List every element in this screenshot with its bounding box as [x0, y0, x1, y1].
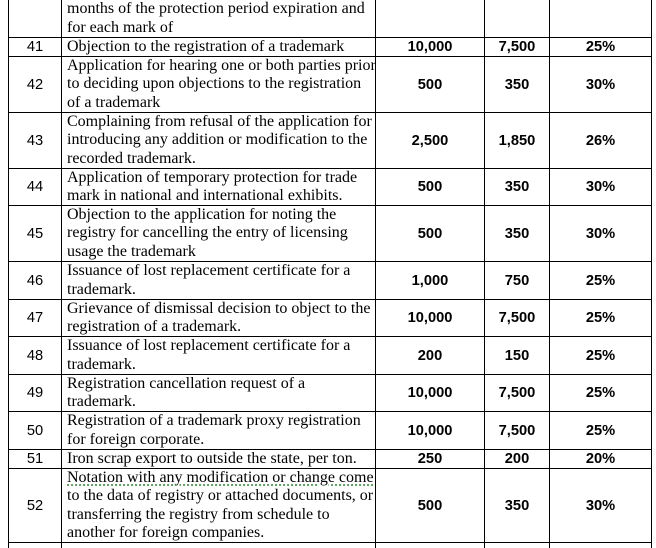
row-description	[62, 469, 376, 543]
row-number: 41	[8, 38, 62, 57]
percentage-cell: 26%	[550, 113, 652, 169]
percentage-cell: 25%	[550, 300, 652, 337]
description-line: for each mark of	[67, 18, 174, 36]
description-line: for foreign corporate.	[67, 430, 205, 448]
row-number: 46	[8, 262, 62, 300]
percentage-cell: 25%	[550, 262, 652, 300]
description-line: to the data of registry or attached documents, or	[67, 487, 374, 505]
amount-1-cell: 200	[376, 337, 485, 375]
description-line: Issuance of lost replacement certificate for a	[67, 262, 351, 280]
amount-1-cell: 250	[376, 450, 485, 469]
amount-2-cell	[485, 543, 550, 548]
description-line: to deciding upon objections to the registration	[67, 75, 362, 93]
amount-2-cell: 7,500	[485, 300, 550, 337]
percentage-cell	[550, 543, 652, 548]
row-number-cell	[8, 543, 62, 548]
amount-1-cell: 10,000	[376, 38, 485, 57]
percentage-cell: 20%	[550, 450, 652, 469]
row-number-cell	[8, 0, 62, 38]
row-description	[62, 450, 376, 469]
description-line: Registration of a trademark proxy registration	[67, 412, 361, 430]
row-description	[62, 113, 376, 169]
description-line: of a trademark	[67, 93, 161, 111]
description-line: Grievance of dismissal decision to object to the	[67, 299, 371, 317]
description-line: Iron scrap export to outside the state, per ton.	[67, 449, 357, 467]
amount-1-cell: 500	[376, 469, 485, 543]
description-line: Registration cancellation request of a	[67, 374, 306, 392]
amount-1-cell: 500	[376, 57, 485, 113]
description-line: registry for cancelling the entry of licensing	[67, 224, 348, 242]
amount-2-cell: 750	[485, 262, 550, 300]
percentage-cell: 30%	[550, 57, 652, 113]
amount-1-cell: 1,000	[376, 262, 485, 300]
amount-2-cell: 350	[485, 206, 550, 262]
row-description	[62, 337, 376, 375]
amount-2-cell: 350	[485, 469, 550, 543]
description-line: trademark.	[67, 393, 136, 410]
amount-2-cell: 350	[485, 57, 550, 113]
amount-2-cell: 7,500	[485, 412, 550, 450]
row-description	[62, 543, 376, 548]
amount-1-cell: 500	[376, 206, 485, 262]
row-description	[62, 375, 376, 412]
amount-2-cell	[485, 0, 550, 38]
amount-1-cell	[376, 0, 485, 38]
amount-1-cell	[376, 543, 485, 548]
description-line: introducing any addition or modification to the	[67, 131, 368, 149]
percentage-cell: 30%	[550, 169, 652, 206]
row-number: 50	[8, 412, 62, 450]
percentage-cell: 25%	[550, 412, 652, 450]
description-line: another for foreign companies.	[67, 523, 265, 541]
amount-1-cell: 10,000	[376, 412, 485, 450]
row-number: 51	[8, 450, 62, 469]
row-description	[62, 38, 376, 57]
percentage-cell: 30%	[550, 469, 652, 543]
description-line: Issuance of lost replacement certificate for a	[67, 337, 351, 355]
row-description	[62, 169, 376, 206]
description-line: registration of a trademark.	[67, 318, 242, 335]
description-line: Objection to the registration of a trademark	[67, 37, 345, 55]
row-number: 43	[8, 113, 62, 169]
percentage-cell: 25%	[550, 337, 652, 375]
row-number: 42	[8, 57, 62, 113]
amount-1-cell: 2,500	[376, 113, 485, 169]
description-line: Objection to the application for noting the	[67, 206, 337, 224]
amount-2-cell: 150	[485, 337, 550, 375]
description-line: usage the trademark	[67, 242, 196, 260]
amount-2-cell: 350	[485, 169, 550, 206]
row-description	[62, 0, 376, 38]
description-line-grammar-marked: Notation with any modification or change come	[67, 468, 374, 486]
amount-2-cell: 200	[485, 450, 550, 469]
description-line: Application for hearing one or both parties prior	[67, 57, 376, 75]
fee-table	[8, 0, 652, 548]
row-number: 45	[8, 206, 62, 262]
row-description	[62, 412, 376, 450]
percentage-cell	[550, 0, 652, 38]
description-line: Complaining from refusal of the application for	[67, 113, 372, 131]
row-description	[62, 206, 376, 262]
amount-2-cell: 7,500	[485, 38, 550, 57]
amount-2-cell: 1,850	[485, 113, 550, 169]
row-number: 49	[8, 375, 62, 412]
description-line: trademark.	[67, 280, 136, 298]
percentage-cell: 25%	[550, 38, 652, 57]
row-number: 44	[8, 169, 62, 206]
description-line: trademark.	[67, 355, 136, 373]
row-number: 47	[8, 300, 62, 337]
description-line: Application of temporary protection for trade	[67, 168, 358, 186]
row-description	[62, 300, 376, 337]
amount-1-cell: 500	[376, 169, 485, 206]
amount-1-cell: 10,000	[376, 300, 485, 337]
description-line: mark in national and international exhibits.	[67, 187, 343, 204]
amount-1-cell: 10,000	[376, 375, 485, 412]
amount-2-cell: 7,500	[485, 375, 550, 412]
description-line: transferring the registry from schedule to	[67, 505, 330, 523]
description-line: recorded trademark.	[67, 149, 196, 167]
row-number: 48	[8, 337, 62, 375]
percentage-cell: 30%	[550, 206, 652, 262]
percentage-cell: 25%	[550, 375, 652, 412]
row-description	[62, 57, 376, 113]
row-number: 52	[8, 469, 62, 543]
description-line: months of the protection period expiration and	[67, 0, 365, 18]
row-description	[62, 262, 376, 300]
